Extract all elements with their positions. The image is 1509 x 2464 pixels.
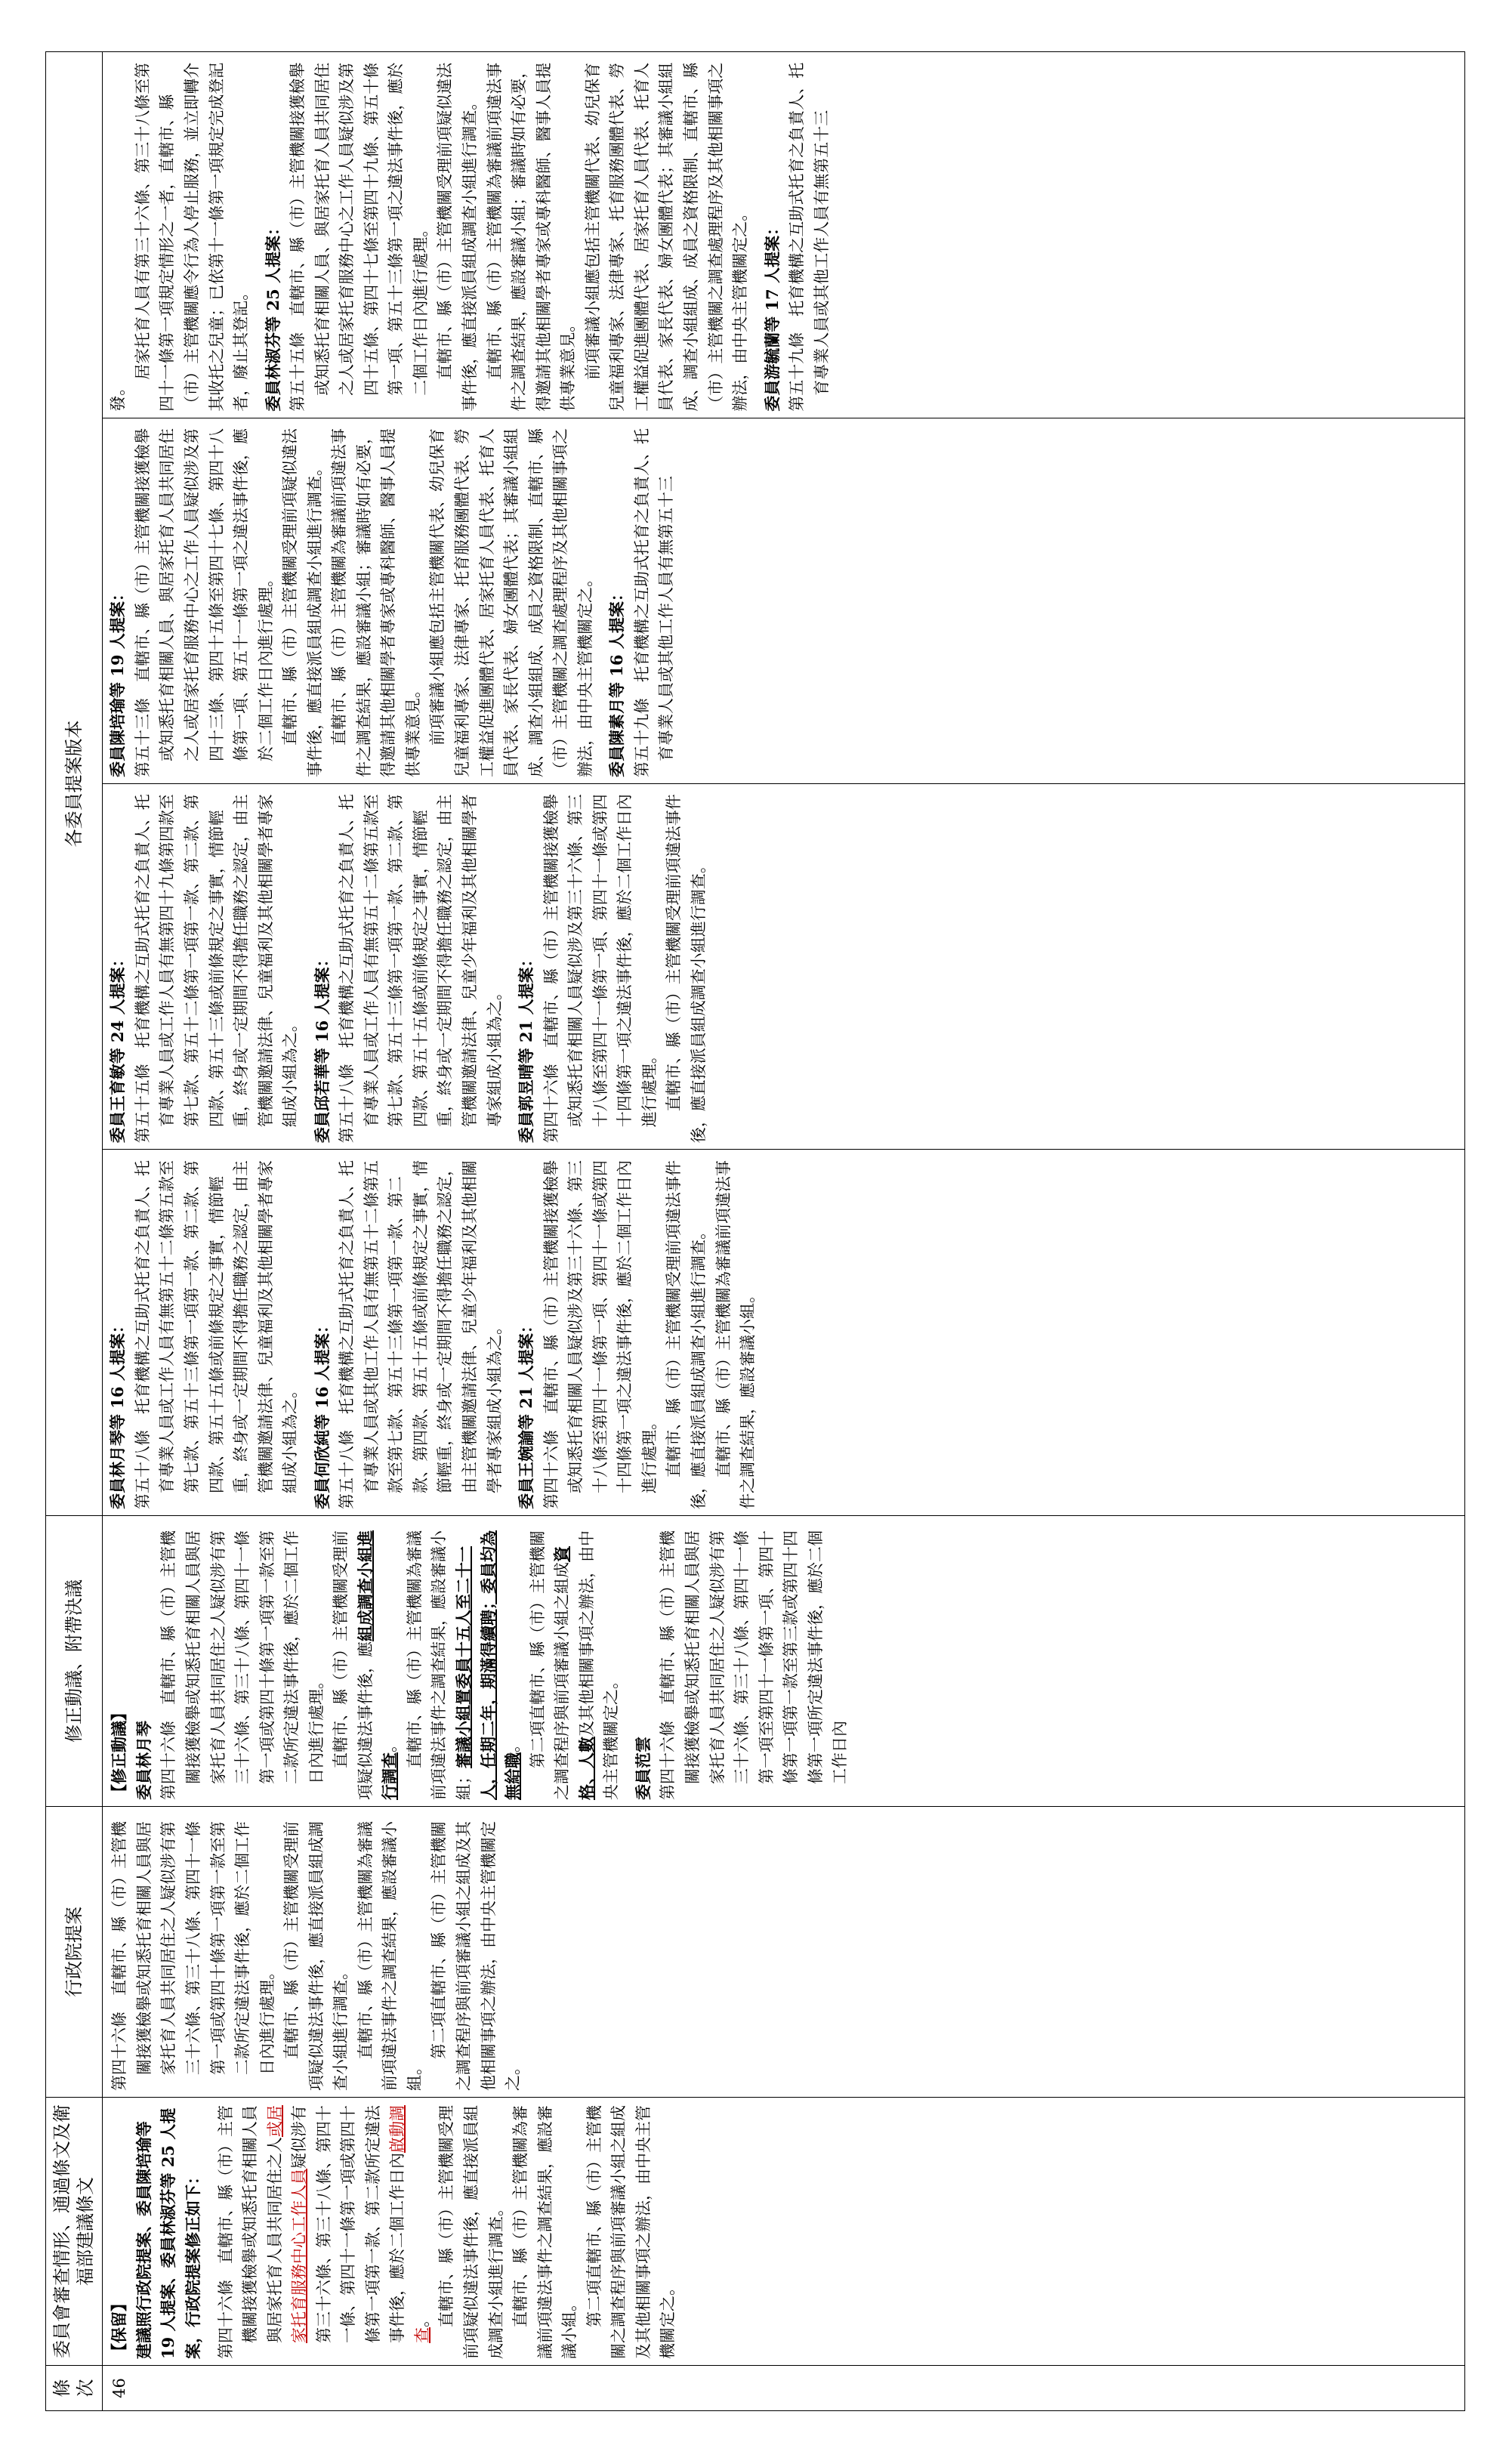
- inserted-text-2: 啟動調查: [388, 2105, 431, 2343]
- members-cell: [103, 52, 1465, 1516]
- proposal-title: 委員陳素月等 16 人提案：: [607, 585, 627, 777]
- proposal-text: 第五十五條 托育機構之互助式托育之負責人、托育專業人員或工作人員有無第四十九條第四款至第七款、第五十二條第一項第一款、第二款、第四款、第五十三條或前條規定之事實，情節輕重，終身或一定期間不得擔任職務之認定，由主管機關邀請法律、兒童福利及其他相關學者專家組成小組為之。: [133, 794, 300, 1144]
- exec-cell: [103, 1807, 1465, 2098]
- proposal-title: 委員林月琴等 16 人提案：: [108, 1317, 128, 1509]
- proposal-title: 委員游毓蘭等 17 人提案：: [762, 219, 782, 412]
- proposal-text: 第五十八條 托育機構之互助式托育之負責人、托育專業人員或工作人員有無第五十二條第五款至第七款、第五十三條第一項第一款、第二款、第四款、第五十五條或前條規定之事實，情節輕重，終身或一定期間不得擔任職務之認定，由主管機關邀請法律、兒童福利及其他相關學者專家組成小組為之。: [133, 1160, 300, 1509]
- header-committee: 委員會審查情形、通過條文及衛福部建議條文: [46, 2098, 103, 2366]
- proposal-text: 第四十六條 直轄市、縣（市）主管機關接獲檢舉或知悉托育相關人員疑似涉及第三十六條、第三十八條至第四十一條第一項、第四十一條或第四十四條第一項之違法事件後，應於二個工作日內進行處理。: [542, 1160, 659, 1509]
- proposal-title: 委員陳培瑜等 19 人提案：: [108, 585, 128, 777]
- proposal-title: 委員林淑芬等 25 人提案：: [263, 219, 282, 412]
- proposal-title: 委員郭昱晴等 21 人提案：: [517, 951, 536, 1144]
- document-page: [45, 51, 1465, 2411]
- amend-para-2: 直轄市、縣（市）主管機關受理前項疑似違法事件後，應組成調查小組進行調查。: [332, 1530, 400, 1800]
- header-exec: 行政院提案: [46, 1807, 103, 2098]
- proposal-title: 委員邱若華等 16 人提案：: [312, 951, 332, 1144]
- members-subtable: [103, 52, 1464, 1515]
- amend-para-5: 第四十六條 直轄市、縣（市）主管機關接獲檢舉或知悉托育相關人員與居家托育人員共同居住之人疑似涉有第三十六條、第三十八條、第四十一條第一項至第四十一條第一項、第四十條第一項第一款至第三款或第四十四條第一項所定違法事件後，應於二個工作日內: [659, 1530, 850, 1800]
- committee-intro: 建議照行政院提案、委員陳培瑜等 19 人提案、委員林淑芬等 25 人提案，行政院提案修正如下：: [134, 2107, 203, 2359]
- members-col-3: [103, 418, 1464, 783]
- committee-para-2: 直轄市、縣（市）主管機關受理前項疑似違法事件後，應直接派員組成調查小組進行調查。: [437, 2105, 505, 2359]
- header-members: 各委員提案版本: [46, 52, 103, 1516]
- article-number: 46: [103, 2366, 1465, 2411]
- proposal-paragraph: 直轄市、縣（市）主管機關為審議前項違法事件之調查結果，應設審議小組。: [714, 1160, 758, 1509]
- proposal-paragraph: 前項審議小組應包括主管機關代表、幼兒保育兒童福利專家、法律專家、托育服務團體代表、勞工權益促進團體代表、居家托育人員代表、托育人員代表、家長代表、婦女團體代表；其審議小組組成、調查小組組成、成員之資格限制、直轄市、縣（市）主管機關之調查處理程序及其他相關事項之辦法，由中央主管機關定之。: [428, 428, 594, 777]
- exec-para-3: 直轄市、縣（市）主管機關為審議前項違法事件之調查結果，應設審議小組。: [356, 1821, 424, 2091]
- header-no: 條次: [46, 2366, 103, 2411]
- members-col-4: [103, 52, 1464, 418]
- comparison-table: [45, 51, 1465, 2411]
- proposal-paragraph: 居家托育人員有第三十六條、第三十八條至第四十一條第一項規定情形之一者，直轄市、縣（市）主管機關應令行為人停止服務，並立即轉介其收托之兒童；已依第十一條第一項規定完成登記者，廢止其登記。: [133, 62, 251, 412]
- proposal-text: 第五十九條 托育機構之互助式托育之負責人、托育專業人員或其他工作人員有無第五十三: [788, 62, 831, 412]
- committee-cell: [103, 2098, 1465, 2366]
- members-col-2: [103, 784, 1464, 1150]
- proposal-paragraph: 直轄市、縣（市）主管機關受理前項疑似違法事件後，應直接派員組成調查小組進行調查。: [281, 428, 324, 777]
- proposal-title: 委員王育敏等 24 人提案：: [108, 951, 128, 1144]
- members-col-1: [103, 1150, 1464, 1515]
- proposal-paragraph: 直轄市、縣（市）主管機關為審議前項違法事件之調查結果，應設審議小組；審議時如有必要，得邀請其他相關學者專家或專科醫師、醫事人員提供專業意見。: [330, 428, 422, 777]
- proposal-text: 發。: [109, 379, 128, 412]
- committee-article: 第四十六條 直轄市、縣（市）主管機關接獲檢舉或知悉托育相關人員與居家托育人員共同居住之人或居家托育服務中心工作人員疑似涉有第三十六條、第三十八條、第四十一條、第四十一條第一項或第四十條第一項第一款、第二款所定違法事件後，應於二個工作日內啟動調查。: [216, 2105, 431, 2359]
- proposal-title: 委員王婉諭等 21 人提案：: [517, 1317, 536, 1509]
- proposal-text: 第五十五條 直轄市、縣（市）主管機關接獲檢舉或知悉托育相關人員、與居家托育人員共同居住之人或居家托育服務中心之工作人員疑似涉及第四十五條、第四十七條至第四十九條、第五十條第一項、第五十三條第一項之違法事件後，應於二個工作日內進行處理。: [289, 62, 430, 412]
- article-row: [103, 52, 1465, 2411]
- header-row: [46, 52, 103, 2411]
- reserved-tag: 【保留】: [110, 2296, 129, 2359]
- proposal-paragraph: 前項審議小組應包括主管機關代表、幼兒保育兒童福利專家、法律專家、托育服務團體代表、勞工權益促進團體代表、居家托育人員代表、托育人員代表、家長代表、婦女團體代表；其審議小組組成、調查小組組成、成員之資格限制、直轄市、縣（市）主管機關之調查處理程序及其他相關事項之辦法，由中央主管機關定之。: [583, 62, 750, 412]
- proposal-text: 第五十三條 直轄市、縣（市）主管機關接獲檢舉或知悉托育相關人員、與居家托育人員共同居住之人或居家托育服務中心之工作人員疑似涉及第四十三條、第四十五條至第四十七條、第四十八條第一項、第五十一條第一項之違法事件後，應於二個工作日內進行處理。: [133, 428, 275, 777]
- proposal-text: 第五十八條 托育機構之互助式托育之負責人、托育專業人員或其他工作人員有無第五十二條第五款至第七款、第五十三條第一項第一款、第二款、第四款、第五十五條或前條規定之事實，情節輕重，終身或一定期間不得擔任職務之認定，由主管機關邀請法律、兒童少年福利及其他相關學者專家組成小組為之。: [338, 1160, 504, 1509]
- proposal-text: 第五十九條 托育機構之互助式托育之負責人、托育專業人員或其他工作人員有無第五十三: [632, 428, 676, 777]
- header-amend: 修正動議、附帶決議: [46, 1516, 103, 1807]
- amend-para-4: 第二項直轄市、縣（市）主管機關之調查程序與前項審議小組之組成資格、人數及其他相關事項之辦法，由中央主管機關定之。: [528, 1530, 621, 1800]
- committee-para-3: 直轄市、縣（市）主管機關為審議前項違法事件之調查結果，應設審議小組。: [511, 2105, 579, 2359]
- inserted-text: 或居家托育服務中心工作人員: [265, 2105, 309, 2343]
- proposal-text: 第五十八條 托育機構之互助式托育之負責人、托育專業人員或工作人員有無第五十二條第五款至第七款、第五十三條第一項第一款、第二款、第四款、第五十五條或前條規定之事實，情節輕重，終身或一定期間不得擔任職務之認定，由主管機關邀請法律、兒童少年福利及其他相關學者專家組成小組為之。: [338, 794, 504, 1144]
- committee-para-4: 第二項直轄市、縣（市）主管機關之調查程序與前項審議小組之組成及其他相關事項之辦法，由中央主管機關定之。: [585, 2105, 677, 2359]
- proposal-text: 第四十六條 直轄市、縣（市）主管機關接獲檢舉或知悉托育相關人員疑似涉及第三十六條、第三十八條至第四十一條第一項、第四十一條或第四十四條第一項之違法事件後，應於二個工作日內進行處理。: [542, 794, 659, 1144]
- amend-para-1: 第四十六條 直轄市、縣（市）主管機關接獲檢舉或知悉托育相關人員與居家托育人員共同居住之人疑似涉有第三十六條、第三十八條、第四十一條第一項或第四十條第一項第一款至第二款所定違法事件後，應於二個工作日內進行處理。: [159, 1530, 326, 1800]
- amend-member-2: 委員范雲: [633, 1737, 653, 1800]
- exec-para-1: 第四十六條 直轄市、縣（市）主管機關接獲檢舉或知悉托育相關人員與居家托育人員共同居住之人疑似涉有第三十六條、第三十八條、第四十一條第一項或第四十條第一項第一款至第二款所定違法事件後，應於二個工作日內進行處理。: [110, 1821, 276, 2091]
- amend-cell: [103, 1516, 1465, 1807]
- proposal-paragraph: 直轄市、縣（市）主管機關受理前項違法事件後，應直接派員組成調查小組進行調查。: [665, 1160, 708, 1509]
- amend-para-3: 直轄市、縣（市）主管機關為審議前項違法事件之調查結果，應設審議小組；審議小組置委員十五人至二十一人，任期二年，期滿得續聘；委員均為無給職。: [405, 1530, 523, 1800]
- exec-para-2: 直轄市、縣（市）主管機關受理前項疑似違法事件後，應直接派員組成調查小組進行調查。: [282, 1821, 350, 2091]
- amend-member-1: 委員林月琴: [134, 1721, 153, 1800]
- proposal-paragraph: 直轄市、縣（市）主管機關為審議前項違法事件之調查結果，應設審議小組；審議時如有必要，得邀請其他相關學者專家或專科醫師、醫事人員提供專業意見。: [485, 62, 578, 412]
- amend-tag: 【修正動議】: [110, 1705, 129, 1800]
- proposal-paragraph: 直轄市、縣（市）主管機關受理前項疑似違法事件後，應直接派員組成調查小組進行調查。: [436, 62, 480, 412]
- proposal-title: 委員何欣純等 16 人提案：: [312, 1317, 332, 1509]
- proposal-paragraph: 直轄市、縣（市）主管機關受理前項違法事件後，應直接派員組成調查小組進行調查。: [665, 794, 708, 1144]
- exec-para-4: 第二項直轄市、縣（市）主管機關之調查程序與前項審議小組之組成及其他相關事項之辦法，由中央主管機關定之。: [430, 1821, 523, 2091]
